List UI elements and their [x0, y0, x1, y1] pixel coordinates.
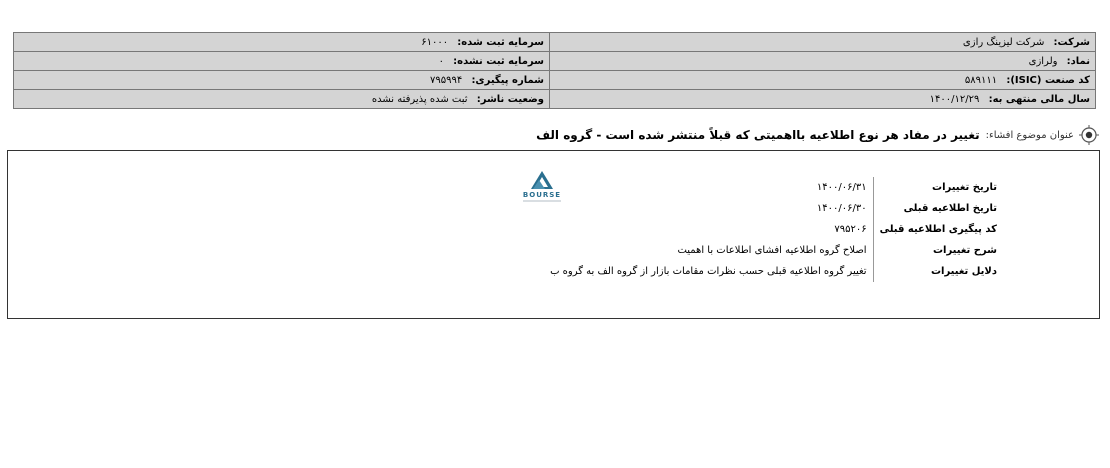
target-icon — [1078, 124, 1100, 146]
symbol-cell — [550, 52, 1096, 71]
tracking-number-value: ۷۹۵۹۹۴ — [430, 74, 463, 86]
symbol-value: ولرازی — [1028, 55, 1058, 67]
registered-capital-label: سرمایه ثبت شده: — [457, 36, 544, 48]
company-label: شرکت: — [1053, 36, 1090, 48]
registered-capital-value: ۶۱۰۰۰ — [421, 36, 449, 48]
unregistered-capital-cell — [14, 52, 550, 71]
fiscal-year-label: سال مالی منتهی به: — [988, 93, 1090, 105]
company-info-table — [13, 32, 1096, 109]
previous-notice-date-label: تاریخ اطلاعیه قبلی — [873, 198, 997, 219]
isic-cell — [550, 71, 1096, 90]
company-value: شرکت لیزینگ رازی — [962, 36, 1045, 48]
subject-title: تغییر در مفاد هر نوع اطلاعیه بااهمیتی که قبلاً منتشر شده است - گروه الف — [536, 128, 980, 142]
info-row-symbol — [14, 52, 1096, 71]
change-date-value: ۱۴۰۰/۰۶/۳۱ — [816, 182, 867, 193]
info-row-fiscal-year — [14, 90, 1096, 109]
subject-label: عنوان موضوع افشاء: — [985, 129, 1074, 141]
symbol-label: نماد: — [1066, 55, 1090, 67]
registered-capital-cell — [14, 33, 550, 52]
detail-row — [544, 219, 997, 240]
isic-label: کد صنعت (ISIC): — [1006, 74, 1090, 86]
disclosure-content-box — [7, 150, 1100, 319]
company-cell — [550, 33, 1096, 52]
change-details-table — [544, 177, 997, 282]
info-row-isic — [14, 71, 1096, 90]
change-description-label: شرح تغییرات — [873, 240, 997, 261]
publisher-status-cell — [14, 90, 550, 109]
fiscal-year-cell — [550, 90, 1096, 109]
bourse-logo-text: BOURSE — [522, 191, 562, 199]
tracking-number-cell — [14, 71, 550, 90]
change-reasons-value: تغییر گروه اطلاعیه قبلی حسب نظرات مقامات بازار از گروه الف به گروه ب — [550, 266, 867, 277]
disclosure-subject — [536, 124, 1100, 146]
isic-value: ۵۸۹۱۱۱ — [964, 74, 998, 86]
tracking-number-label: شماره پیگیری: — [471, 74, 544, 86]
info-row-company — [14, 33, 1096, 52]
detail-row — [544, 177, 997, 198]
detail-row — [544, 261, 997, 282]
fiscal-year-value: ۱۴۰۰/۱۲/۲۹ — [929, 93, 980, 105]
previous-tracking-code-label: کد پیگیری اطلاعیه قبلی — [873, 219, 997, 240]
change-reasons-label: دلایل تغییرات — [873, 261, 997, 282]
unregistered-capital-value: ۰ — [438, 55, 444, 67]
unregistered-capital-label: سرمایه ثبت نشده: — [453, 55, 544, 67]
publisher-status-label: وضعیت ناشر: — [476, 93, 544, 105]
detail-row — [544, 240, 997, 261]
publisher-status-value: ثبت شده پذیرفته نشده — [371, 93, 468, 105]
previous-tracking-code-value: ۷۹۵۲۰۶ — [834, 224, 867, 235]
previous-notice-date-value: ۱۴۰۰/۰۶/۳۰ — [816, 203, 867, 214]
change-description-value: اصلاح گروه اطلاعیه افشای اطلاعات با اهمیت — [677, 245, 867, 256]
detail-row — [544, 198, 997, 219]
change-date-label: تاریخ تغییرات — [873, 177, 997, 198]
